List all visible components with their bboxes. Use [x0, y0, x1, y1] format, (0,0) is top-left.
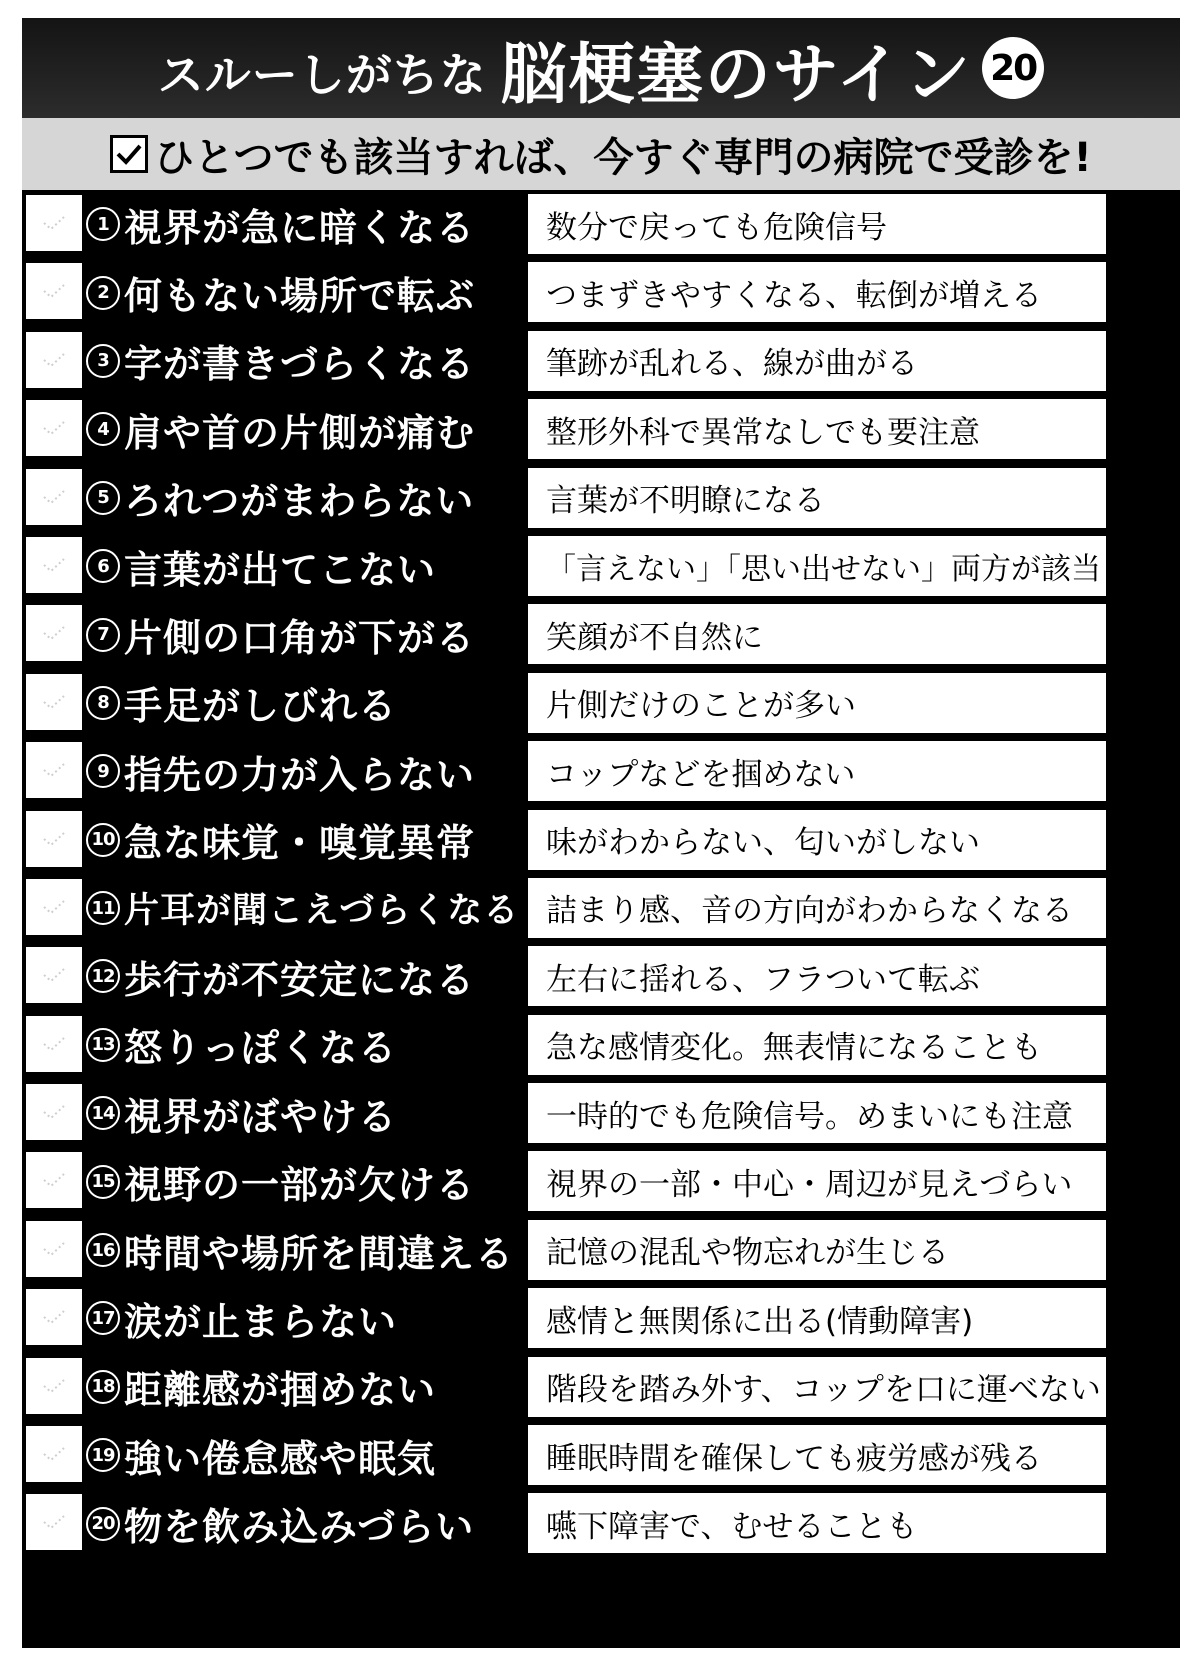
- symptom-note: 数分で戻っても危険信号: [528, 194, 1106, 254]
- faint-check-icon: [41, 965, 67, 985]
- symptom-list: [22, 190, 1180, 1558]
- symptom-text: 手足がしびれる: [124, 684, 398, 729]
- symptom-text: 距離感が掴めない: [124, 1368, 437, 1413]
- checkbox[interactable]: [26, 1289, 82, 1345]
- checkbox[interactable]: [26, 947, 82, 1003]
- symptom-text: 何もない場所で転ぶ: [124, 274, 476, 319]
- faint-check-icon: [41, 760, 67, 780]
- symptom-row: [22, 1147, 1180, 1215]
- symptom-row: [22, 1421, 1180, 1489]
- checkbox[interactable]: [26, 1084, 82, 1140]
- subtitle-text: ひとつでも該当すれば、今すぐ専門の病院で受診を!: [154, 134, 1092, 181]
- symptom-text: 視界が急に暗くなる: [124, 205, 476, 250]
- symptom-label: [86, 1284, 526, 1352]
- checkbox[interactable]: [26, 400, 82, 456]
- symptom-row: [22, 1216, 1180, 1284]
- title-bar: [22, 18, 1180, 118]
- symptom-text: 歩行が不安定になる: [124, 957, 476, 1002]
- symptom-note: 片側だけのことが多い: [528, 673, 1106, 733]
- faint-check-icon: [41, 829, 67, 849]
- symptom-note: 嚥下障害で、むせることも: [528, 1493, 1106, 1553]
- symptom-note: 笑顔が不自然に: [528, 604, 1106, 664]
- faint-check-icon: [41, 623, 67, 643]
- symptom-row: [22, 1353, 1180, 1421]
- checkbox[interactable]: [26, 879, 82, 935]
- symptom-row: [22, 1011, 1180, 1079]
- item-number: 5: [86, 481, 120, 515]
- symptom-row: [22, 395, 1180, 463]
- item-number: 14: [86, 1096, 120, 1130]
- checkbox[interactable]: [26, 469, 82, 525]
- item-number: 15: [86, 1165, 120, 1199]
- checkbox[interactable]: [26, 1426, 82, 1482]
- item-number: 19: [86, 1438, 120, 1472]
- item-number: 16: [86, 1233, 120, 1267]
- checkbox[interactable]: [26, 1016, 82, 1072]
- checkbox[interactable]: [26, 263, 82, 319]
- symptom-text: 言葉が出てこない: [124, 547, 437, 592]
- faint-check-icon: [41, 1444, 67, 1464]
- symptom-note: 睡眠時間を確保しても疲労感が残る: [528, 1425, 1106, 1485]
- faint-check-icon: [41, 281, 67, 301]
- symptom-label: [86, 258, 526, 326]
- symptom-note: 味がわからない、匂いがしない: [528, 810, 1106, 870]
- item-number: 9: [86, 754, 120, 788]
- symptom-label: [86, 190, 526, 258]
- item-number: 17: [86, 1301, 120, 1335]
- checkbox[interactable]: [26, 811, 82, 867]
- item-number: 20: [86, 1507, 120, 1541]
- symptom-label: [86, 1079, 526, 1147]
- symptom-row: [22, 806, 1180, 874]
- symptom-text: 字が書きづらくなる: [124, 342, 476, 387]
- symptom-note: 筆跡が乱れる、線が曲がる: [528, 331, 1106, 391]
- symptom-row: [22, 1489, 1180, 1557]
- faint-check-icon: [41, 350, 67, 370]
- faint-check-icon: [41, 1239, 67, 1259]
- faint-check-icon: [41, 1102, 67, 1122]
- symptom-note: 「言えない」「思い出せない」両方が該当: [528, 536, 1106, 596]
- faint-check-icon: [41, 1034, 67, 1054]
- symptom-row: [22, 669, 1180, 737]
- item-number: 6: [86, 549, 120, 583]
- faint-check-icon: [41, 897, 67, 917]
- checkbox[interactable]: [26, 1494, 82, 1550]
- symptom-label: [86, 1421, 526, 1489]
- symptom-label: [86, 464, 526, 532]
- symptom-note: 記憶の混乱や物忘れが生じる: [528, 1220, 1106, 1280]
- symptom-row: [22, 942, 1180, 1010]
- faint-check-icon: [41, 418, 67, 438]
- symptom-text: 片耳が聞こえづらくなる: [124, 891, 520, 932]
- item-number: 11: [86, 891, 120, 925]
- symptom-note: 詰まり感、音の方向がわからなくなる: [528, 878, 1106, 938]
- faint-check-icon: [41, 1307, 67, 1327]
- symptom-label: [86, 874, 526, 942]
- item-number: 2: [86, 276, 120, 310]
- item-number: 3: [86, 344, 120, 378]
- item-number: 1: [86, 207, 120, 241]
- symptom-note: コップなどを掴めない: [528, 741, 1106, 801]
- symptom-row: [22, 532, 1180, 600]
- symptom-label: [86, 327, 526, 395]
- symptom-row: [22, 327, 1180, 395]
- symptom-text: ろれつがまわらない: [124, 479, 475, 524]
- faint-check-icon: [41, 1376, 67, 1396]
- checklist-sheet: [22, 18, 1180, 1648]
- symptom-label: [86, 669, 526, 737]
- faint-check-icon: [41, 1512, 67, 1532]
- symptom-text: 涙が止まらない: [124, 1299, 398, 1344]
- faint-check-icon: [41, 555, 67, 575]
- title-lead: スルーしがちな: [157, 48, 487, 102]
- symptom-label: [86, 806, 526, 874]
- symptom-text: 物を飲み込みづらい: [124, 1505, 475, 1550]
- symptom-label: [86, 1216, 526, 1284]
- checkbox[interactable]: [26, 1152, 82, 1208]
- symptom-text: 肩や首の片側が痛む: [124, 410, 476, 455]
- faint-check-icon: [41, 487, 67, 507]
- checkbox[interactable]: [26, 1358, 82, 1414]
- title-main: 脳梗塞のサイン: [500, 35, 973, 113]
- faint-check-icon: [41, 692, 67, 712]
- symptom-label: [86, 1011, 526, 1079]
- item-number: 10: [86, 823, 120, 857]
- symptom-text: 時間や場所を間違える: [124, 1231, 515, 1276]
- item-number: 4: [86, 412, 120, 446]
- symptom-label: [86, 395, 526, 463]
- subtitle-bar: [22, 118, 1180, 190]
- symptom-label: [86, 737, 526, 805]
- item-number: 13: [86, 1028, 120, 1062]
- symptom-text: 強い倦怠感や眠気: [124, 1436, 437, 1481]
- symptom-label: [86, 1353, 526, 1421]
- symptom-text: 視界がぼやける: [124, 1094, 398, 1139]
- faint-check-icon: [41, 1170, 67, 1190]
- checkbox[interactable]: [26, 605, 82, 661]
- symptom-note: 急な感情変化。無表情になることも: [528, 1015, 1106, 1075]
- symptom-row: [22, 874, 1180, 942]
- symptom-text: 怒りっぽくなる: [124, 1026, 398, 1071]
- symptom-label: [86, 1489, 526, 1557]
- item-number: 7: [86, 618, 120, 652]
- symptom-note: 言葉が不明瞭になる: [528, 468, 1106, 528]
- symptom-text: 指先の力が入らない: [124, 752, 476, 797]
- symptom-row: [22, 1284, 1180, 1352]
- symptom-row: [22, 258, 1180, 326]
- checkbox[interactable]: [26, 674, 82, 730]
- symptom-text: 片側の口角が下がる: [124, 616, 476, 661]
- item-number: 12: [86, 959, 120, 993]
- checkmark-icon: [110, 135, 148, 173]
- symptom-row: [22, 464, 1180, 532]
- symptom-note: 視界の一部・中心・周辺が見えづらい: [528, 1151, 1106, 1211]
- symptom-text: 視野の一部が欠ける: [124, 1163, 476, 1208]
- checkbox[interactable]: [26, 332, 82, 388]
- symptom-label: [86, 600, 526, 668]
- symptom-row: [22, 1079, 1180, 1147]
- symptom-row: [22, 737, 1180, 805]
- symptom-label: [86, 1147, 526, 1215]
- symptom-note: 感情と無関係に出る(情動障害): [528, 1288, 1106, 1348]
- symptom-row: [22, 190, 1180, 258]
- symptom-note: 左右に揺れる、フラついて転ぶ: [528, 946, 1106, 1006]
- symptom-note: つまずきやすくなる、転倒が増える: [528, 262, 1106, 322]
- checkbox[interactable]: [26, 742, 82, 798]
- checkbox[interactable]: [26, 1221, 82, 1277]
- symptom-row: [22, 600, 1180, 668]
- symptom-note: 整形外科で異常なしでも要注意: [528, 399, 1106, 459]
- faint-check-icon: [41, 213, 67, 233]
- symptom-text: 急な味覚・嗅覚異常: [124, 821, 476, 866]
- symptom-label: [86, 942, 526, 1010]
- checkbox[interactable]: [26, 195, 82, 251]
- item-number: 8: [86, 686, 120, 720]
- symptom-note: 一時的でも危険信号。めまいにも注意: [528, 1083, 1106, 1143]
- symptom-note: 階段を踏み外す、コップを口に運べない: [528, 1357, 1106, 1417]
- title-count-badge: 20: [982, 37, 1044, 99]
- item-number: 18: [86, 1370, 120, 1404]
- checkbox[interactable]: [26, 537, 82, 593]
- symptom-label: [86, 532, 526, 600]
